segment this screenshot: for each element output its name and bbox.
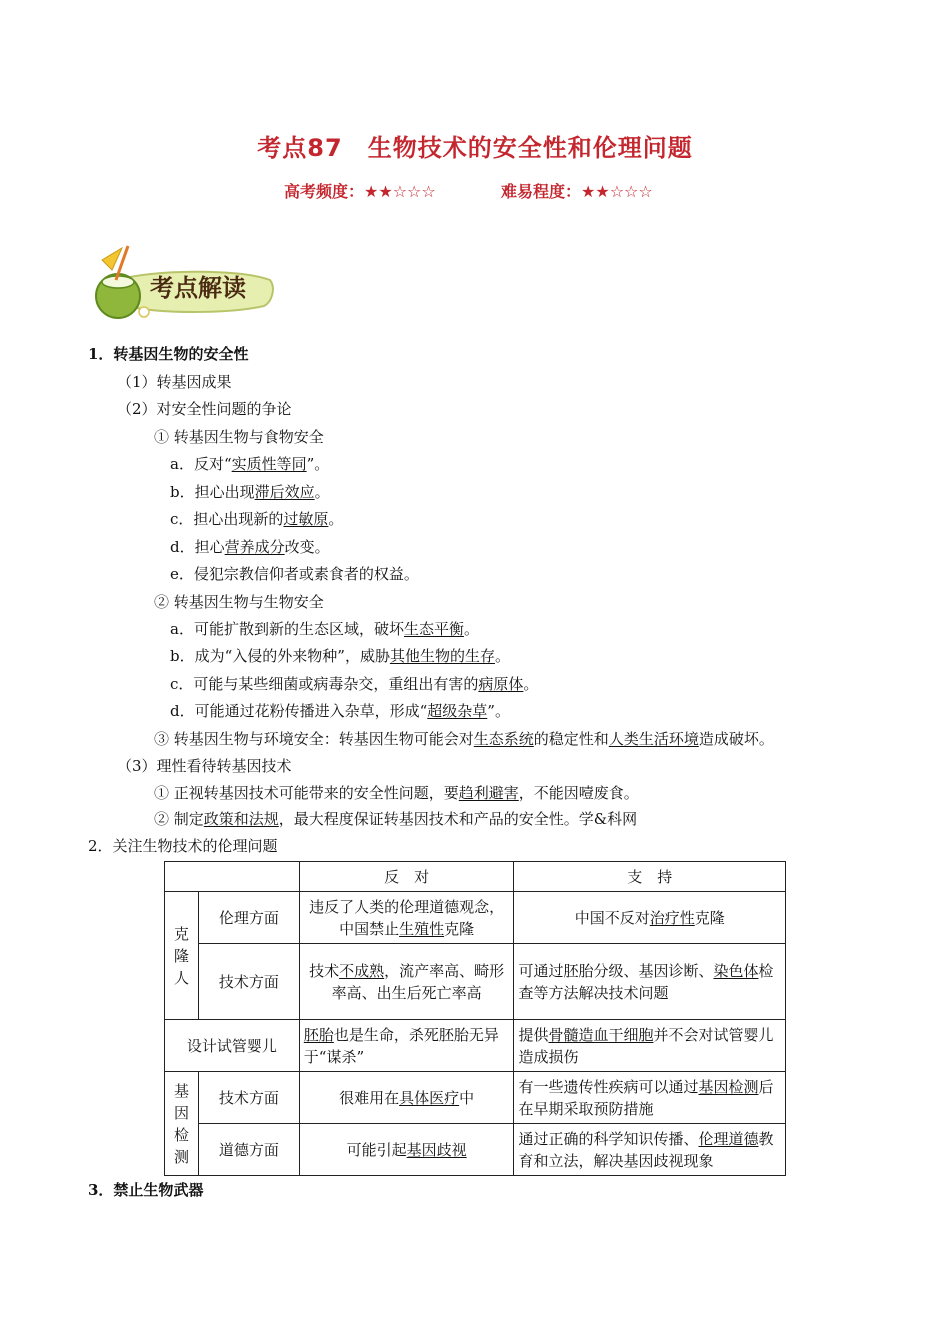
bio-item-c: c．可能与某些细菌或病毒杂交，重组出有害的病原体。 <box>170 675 539 693</box>
table-row <box>165 1072 786 1124</box>
gene-tech-oppose: 很难用在具体医疗中 <box>299 1072 514 1124</box>
food-item-b: b．担心出现滞后效应。 <box>170 483 330 501</box>
item-achievements: （1）转基因成果 <box>117 373 232 391</box>
table-header-row <box>165 862 786 892</box>
frequency-label: 高考频度： <box>284 182 365 201</box>
table-corner <box>165 862 300 892</box>
gene-moral-label: 道德方面 <box>198 1124 299 1176</box>
section-1-heading: 1．转基因生物的安全性 <box>88 345 249 363</box>
frequency-stars: ★★☆☆☆ <box>364 182 436 201</box>
page-title: 考点87 生物技术的安全性和伦理问题 <box>257 134 693 162</box>
clone-tech-oppose: 技术不成熟，流产率高、畸形率高、出生后死亡率高 <box>299 944 514 1020</box>
item-rational: （3）理性看待转基因技术 <box>117 757 292 775</box>
env-safety: ③ 转基因生物与环境安全：转基因生物可能会对生态系统的稳定性和人类生活环境造成破坏。 <box>154 730 774 748</box>
ivf-support: 提供骨髓造血干细胞并不会对试管婴儿造成损伤 <box>514 1020 786 1072</box>
clone-ethics-support: 中国不反对治疗性克隆 <box>514 892 786 944</box>
table-row <box>165 892 786 944</box>
difficulty-label: 难易程度： <box>501 182 582 201</box>
flower-icon <box>139 307 149 317</box>
frequency-rating <box>284 179 436 202</box>
clone-ethics-oppose: 违反了人类的伦理道德观念，中国禁止生殖性克隆 <box>299 892 514 944</box>
gene-group-label: 基 因 检 测 <box>165 1072 199 1176</box>
rational-item-2: ② 制定政策和法规，最大程度保证转基因技术和产品的安全性。学&科网 <box>154 810 638 828</box>
table-row <box>165 1124 786 1176</box>
clone-tech-support: 可通过胚胎分级、基因诊断、染色体检查等方法解决技术问题 <box>514 944 786 1020</box>
clone-tech-label: 技术方面 <box>198 944 299 1020</box>
ivf-oppose: 胚胎也是生命，杀死胚胎无异于“谋杀” <box>299 1020 514 1072</box>
gene-tech-support: 有一些遗传性疾病可以通过基因检测后在早期采取预防措施 <box>514 1072 786 1124</box>
table-row <box>165 1020 786 1072</box>
ethics-table <box>164 861 786 1176</box>
difficulty-rating <box>501 179 653 202</box>
difficulty-stars: ★★☆☆☆ <box>581 182 653 201</box>
umbrella-icon <box>102 248 122 270</box>
item-debate: （2）对安全性问题的争论 <box>117 400 292 418</box>
food-item-a: a．反对“实质性等同”。 <box>170 455 330 473</box>
rational-item-1: ① 正视转基因技术可能带来的安全性问题，要趋利避害，不能因噎废食。 <box>154 784 639 802</box>
bio-item-d: d．可能通过花粉传播进入杂草，形成“超级杂草”。 <box>170 702 510 720</box>
gene-moral-support: 通过正确的科学知识传播、伦理道德教育和立法，解决基因歧视现象 <box>514 1124 786 1176</box>
food-item-c: c．担心出现新的过敏原。 <box>170 510 344 528</box>
clone-ethics-label: 伦理方面 <box>198 892 299 944</box>
ivf-label: 设计试管婴儿 <box>165 1020 300 1072</box>
bio-item-b: b．成为“入侵的外来物种”，威胁其他生物的生存。 <box>170 647 510 665</box>
header-oppose: 反 对 <box>299 862 514 892</box>
bio-item-a: a．可能扩散到新的生态区域，破坏生态平衡。 <box>170 620 479 638</box>
food-item-d: d．担心营养成分改变。 <box>170 538 330 556</box>
gene-moral-oppose: 可能引起基因歧视 <box>299 1124 514 1176</box>
food-safety-heading: ① 转基因生物与食物安全 <box>154 428 324 446</box>
gene-tech-label: 技术方面 <box>198 1072 299 1124</box>
table-row <box>165 944 786 1020</box>
badge-label: 考点解读 <box>150 274 246 302</box>
section-badge <box>88 240 278 320</box>
header-support: 支 持 <box>514 862 786 892</box>
bio-safety-heading: ② 转基因生物与生物安全 <box>154 593 324 611</box>
food-item-e: e．侵犯宗教信仰者或素食者的权益。 <box>170 565 419 583</box>
section-2-heading: 2．关注生物技术的伦理问题 <box>88 837 278 855</box>
section-3-heading: 3．禁止生物武器 <box>88 1181 204 1199</box>
clone-group-label: 克 隆 人 <box>165 892 199 1020</box>
